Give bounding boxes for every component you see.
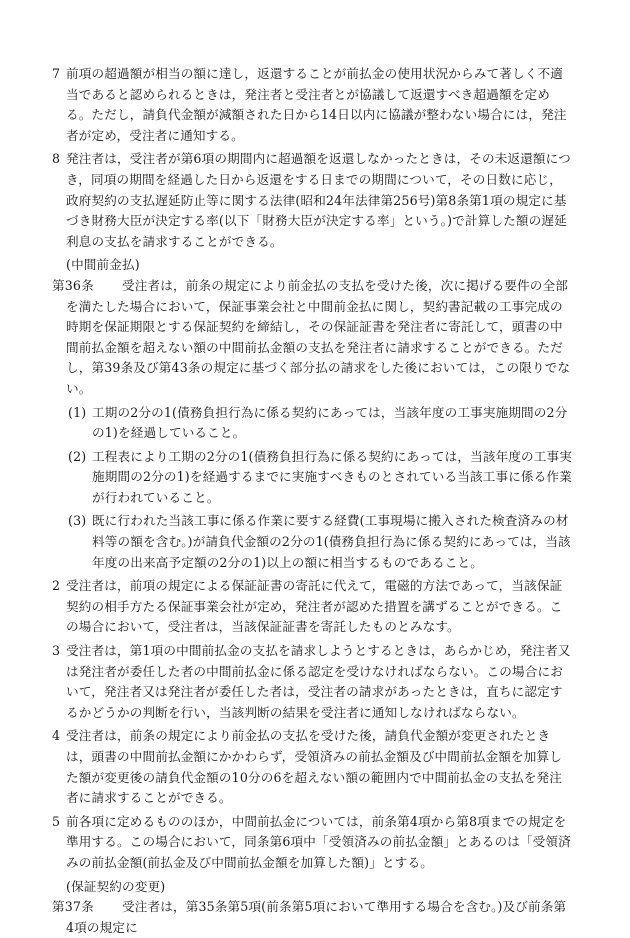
clause-3 bbox=[0, 641, 630, 723]
section-heading: (中間前金払) bbox=[66, 257, 140, 273]
clause-5 bbox=[0, 812, 630, 874]
clause-text: 受注者は，第1項の中間前払金の支払を請求しようとするときは，あらかじめ，発注者又は発注者が委任した者の中間前払金に係る認定を受けなければならない。この場合において，発注者又は発注者が委任した者は，受注者の請求があったときは，直ちに認定するかどうかの判断を行い，当該判断の結果を受注者に通知しなければならない。 bbox=[66, 643, 571, 720]
clause-text: 受注者は，前項の規定による保証証書の寄託に代えて，電磁的方法であって，当該保証契約の相手方たる保証事業会社が定め，発注者が認めた措置を講ずることができる。この場合において，受注者は，当該保証証書を寄託したものとみなす。 bbox=[66, 578, 563, 635]
article-36 bbox=[0, 276, 630, 400]
clause-7 bbox=[0, 64, 630, 146]
clause-text: 前各項に定めるもののほか，中間前払金については，前条第4項から第8項までの規定を準用する。この場合において，同条第6項中「受領済みの前払金額」とあるのは「受領済みの前払金額(前払金及び中間前払金額を加算した額)」とする。 bbox=[66, 813, 571, 870]
article-number: 第37条 bbox=[52, 899, 94, 915]
article-text: 受注者は，前条の規定により前金払の支払を受けた後，次に掲げる要件の全部を満たした場合において，保証事業会社と中間前金払に関し，契約書記載の工事完成の時期を保証期限とする保証契約を締結し，その保証証書を発注者に寄託して，頭書の中間前払金額を超えない額の中間前払金額の支払を発注者に請求することができる。ただし，第39条及び第43条の規定に基づく部分払の請求をした後においては，この限りでない。 bbox=[66, 277, 571, 396]
clause-number: 2 bbox=[52, 578, 61, 594]
clause-number: 8 bbox=[52, 151, 61, 167]
clause-number: 3 bbox=[52, 643, 61, 659]
article-37 bbox=[0, 897, 630, 938]
item-number: (3) bbox=[68, 513, 87, 529]
item-number: (1) bbox=[68, 404, 87, 420]
article-number: 第36条 bbox=[52, 277, 94, 293]
item-3 bbox=[0, 511, 630, 573]
item-1 bbox=[0, 403, 630, 444]
clause-8 bbox=[0, 149, 630, 252]
clause-2 bbox=[0, 576, 630, 638]
clause-number: 4 bbox=[52, 728, 61, 744]
clause-text: 受注者は，前条の規定により前金払の支払を受けた後，請負代金額が変更されたときは，頭書の中間前払金額にかかわらず，受領済みの前払金額及び中間前払金額を加算した額が変更後の請負代金額の10分の6を超えない額の範囲内で中間前払金の支払を発注者に請求することができる。 bbox=[66, 728, 563, 806]
article-text: 受注者は，第35条第5項(前条第5項において準用する場合を含む。)及び前条第4項の規定に bbox=[66, 899, 567, 935]
clause-number: 5 bbox=[52, 813, 61, 829]
clause-text: 前項の超過額が相当の額に達し，返還することが前払金の使用状況からみて著しく不適当であると認められるときは，発注者と受注者とが協議して返還すべき超過額を定める。ただし，請負代金額が減額された日から14日以内に協議が整わない場合には，発注者が定め，受注者に通知する。 bbox=[66, 66, 567, 143]
item-text: 工期の2分の1(債務負担行為に係る契約にあっては，当該年度の工事実施期間の2分の1)を経過していること。 bbox=[92, 404, 568, 441]
item-2 bbox=[0, 447, 630, 509]
item-number: (2) bbox=[68, 448, 87, 464]
clause-text: 発注者は，受注者が第6項の期間内に超過額を返還しなかったときは，その未返還額につき，同項の期間を経過した日から返還をする日までの期間について，その日数に応じ，政府契約の支払遅延防止等に関する法律(昭和24年法律第256号)第8条第1項の規定に基づき財務大臣が決定する率(以下「財務大臣が決定する率」という。)で計算した額の遅延利息の支払を請求することができる。 bbox=[66, 151, 571, 249]
item-text: 既に行われた当該工事に係る作業に要する経費(工事現場に搬入された検査済みの材料等の額を含む。)が請負代金額の2分の1(債務負担行為に係る契約にあっては，当該年度の出来高予定額の2分の1)以上の額に相当するものであること。 bbox=[92, 513, 571, 570]
clause-number: 7 bbox=[52, 66, 61, 81]
item-text: 工程表により工期の2分の1(債務負担行為に係る契約にあっては，当該年度の工事実施期間の2分の1)を経過するまでに実施すべきものとされている当該工事に係る作業が行われていること。 bbox=[92, 448, 573, 505]
section-heading: (保証契約の変更) bbox=[66, 878, 166, 894]
clause-4 bbox=[0, 726, 630, 808]
